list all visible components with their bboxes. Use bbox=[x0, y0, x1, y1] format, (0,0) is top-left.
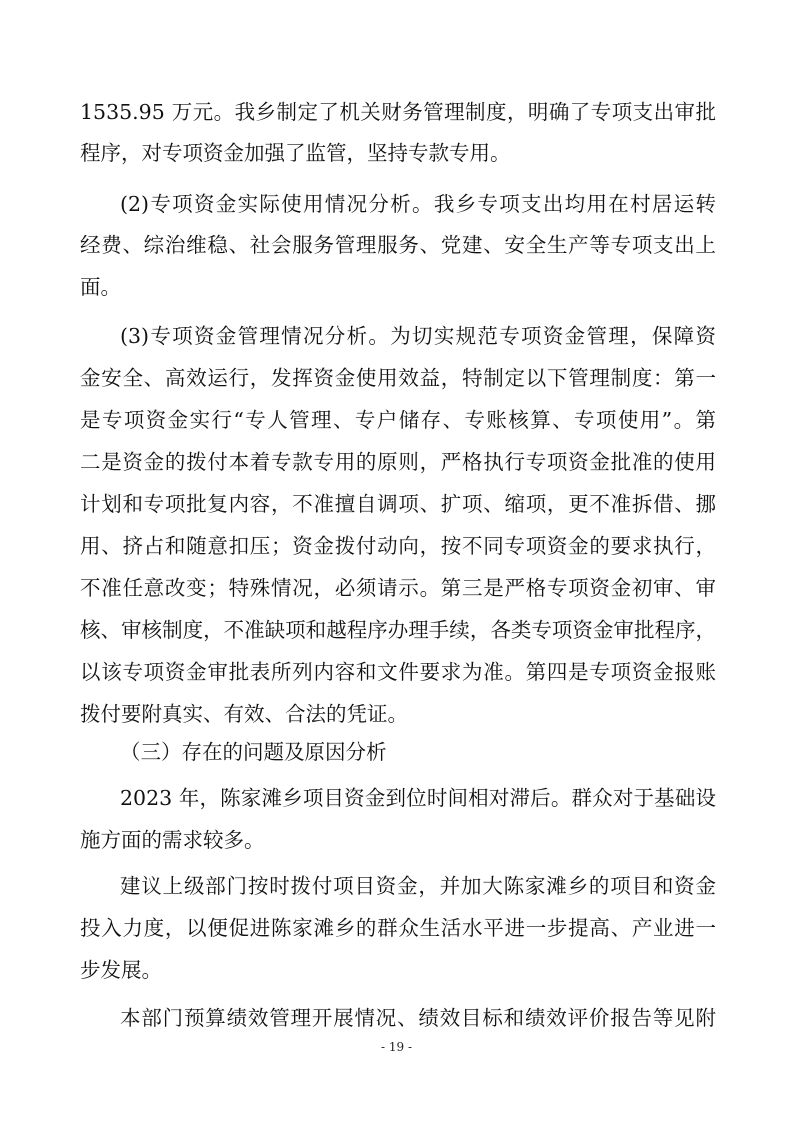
paragraph-line: 用、挤占和随意扣压；资金拨付动向，按不同专项资金的要求执行， bbox=[80, 534, 716, 558]
paragraph-line: 金安全、高效运行，发挥资金使用效益，特制定以下管理制度：第一 bbox=[80, 366, 716, 390]
paragraph-line: 核、审核制度，不准缺项和越程序办理手续，各类专项资金审批程序， bbox=[80, 618, 716, 642]
paragraph-line: 是专项资金实行“专人管理、专户储存、专账核算、专项使用”。第 bbox=[80, 408, 716, 432]
paragraph-line: 拨付要附真实、有效、合法的凭证。 bbox=[80, 702, 408, 726]
paragraph-line: 步发展。 bbox=[80, 958, 162, 982]
paragraph-line: 建议上级部门按时拨付项目资金，并加大陈家滩乡的项目和资金 bbox=[120, 874, 716, 898]
paragraph-line: 施方面的需求较多。 bbox=[80, 828, 265, 852]
paragraph-line: 程序，对专项资金加强了监管，坚持专款专用。 bbox=[80, 141, 511, 165]
paragraph-line: (3)专项资金管理情况分析。为切实规范专项资金管理，保障资 bbox=[120, 324, 716, 348]
paragraph-line: 计划和专项批复内容，不准擅自调项、扩项、缩项，更不准拆借、挪 bbox=[80, 492, 716, 516]
paragraph-line: 本部门预算绩效管理开展情况、绩效目标和绩效评价报告等见附 bbox=[120, 1006, 716, 1030]
paragraph-line: 投入力度，以便促进陈家滩乡的群众生活水平进一步提高、产业进一 bbox=[80, 916, 716, 940]
paragraph-line: 2023 年，陈家滩乡项目资金到位时间相对滞后。群众对于基础设 bbox=[120, 786, 716, 810]
paragraph-line: 以该专项资金审批表所列内容和文件要求为准。第四是专项资金报账 bbox=[80, 660, 716, 684]
paragraph-line: 面。 bbox=[80, 275, 121, 299]
paragraph-line: (2)专项资金实际使用情况分析。我乡专项支出均用在村居运转 bbox=[120, 192, 716, 216]
section-heading: （三）存在的问题及原因分析 bbox=[120, 740, 387, 764]
paragraph-line: 经费、综治维稳、社会服务管理服务、党建、安全生产等专项支出上 bbox=[80, 233, 716, 257]
paragraph-line: 不准任意改变；特殊情况，必须请示。第三是严格专项资金初审、审 bbox=[80, 576, 716, 600]
paragraph-line: 1535.95 万元。我乡制定了机关财务管理制度，明确了专项支出审批 bbox=[80, 100, 716, 124]
page-number: - 19 - bbox=[380, 1040, 412, 1054]
paragraph-line: 二是资金的拨付本着专款专用的原则，严格执行专项资金批准的使用 bbox=[80, 450, 716, 474]
